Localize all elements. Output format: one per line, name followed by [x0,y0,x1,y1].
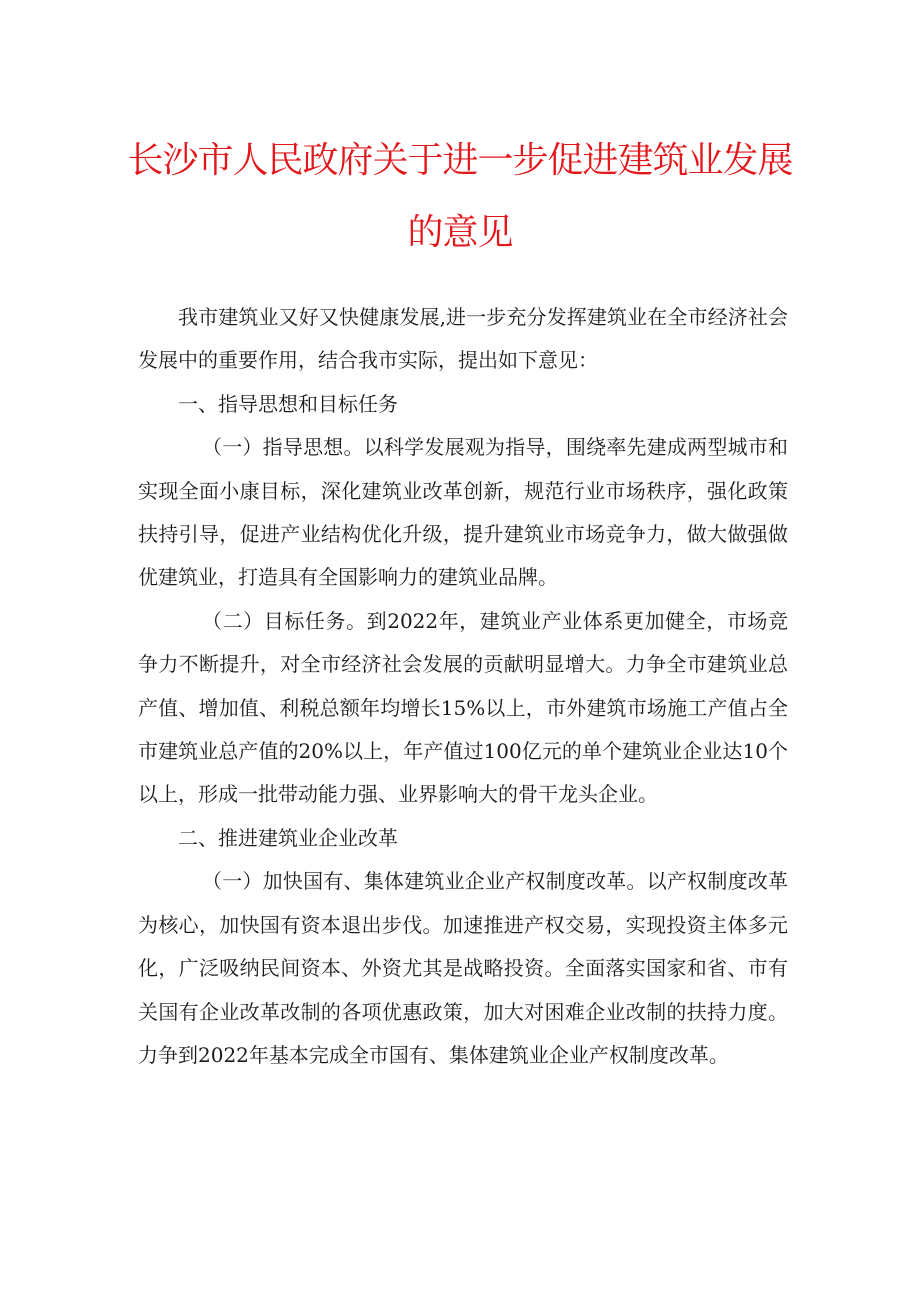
paragraph-intro: 我市建筑业又好又快健康发展,进一步充分发挥建筑业在全市经济社会发展中的重要作用，结合我市实际，提出如下意见： [138,305,788,373]
document-body [138,296,788,1077]
paragraph-target-tasks: （二）目标任务。到2022年，建筑业产业体系更加健全，市场竞争力不断提升，对全市经济社会发展的贡献明显增大。力争全市建筑业总产值、增加值、利税总额年均增长15%以上，市外建筑市场施工产值占全市建筑业总产值的20%以上，年产值过100亿元的单个建筑业企业达10个以上，形成一批带动能力强、业界影响大的骨干龙头企业。 [138,608,788,807]
document-title-line-1: 长沙市人民政府关于进一步促进建筑业发展 [127,140,793,181]
section-heading-1: 一、指导思想和目标任务 [178,391,398,416]
section-heading-2: 二、推进建筑业企业改革 [178,825,398,850]
document-title-line-2: 的意见 [407,212,513,253]
paragraph-property-reform: （一）加快国有、集体建筑业企业产权制度改革。以产权制度改革为核心，加快国有资本退出步伐。加速推进产权交易，实现投资主体多元化，广泛吸纳民间资本、外资尤其是战略投资。全面落实国家和省、市有关国有企业改革改制的各项优惠政策，加大对困难企业改制的扶持力度。力争到2022年基本完成全市国有、集体建筑业企业产权制度改革。 [138,869,788,1067]
paragraph-guiding-ideology: （一）指导思想。以科学发展观为指导，围绕率先建成两型城市和实现全面小康目标，深化建筑业改革创新，规范行业市场秩序，强化政策扶持引导，促进产业结构优化升级，提升建筑业市场竞争力，做大做强做优建筑业，打造具有全国影响力的建筑业品牌。 [138,435,788,590]
